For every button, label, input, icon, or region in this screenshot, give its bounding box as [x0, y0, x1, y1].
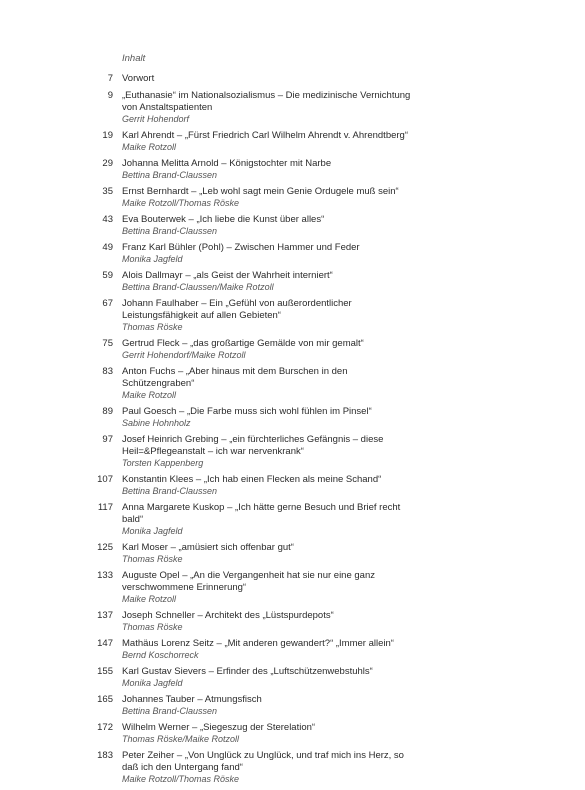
- page-number: 43: [102, 214, 113, 225]
- entry-title: Josef Heinrich Grebing – „ein fürchterliches Gefängnis – diese Heil=&Pflegeanstalt – ich war nervenkrank“: [122, 434, 384, 457]
- entry-title: Johann Faulhaber – Ein „Gefühl von außerordentlicher Leistungsfähigkeit auf allen Gebieten“: [122, 298, 352, 321]
- entry-body: [122, 542, 412, 565]
- entry-body: [122, 270, 412, 293]
- entry-author: Gerrit Hohendorf: [122, 114, 190, 124]
- entry-title: Johannes Tauber – Atmungsfisch: [122, 694, 262, 705]
- entry-body: [122, 158, 412, 181]
- entry-title: Gertrud Fleck – „das großartige Gemälde von mir gemalt“: [122, 338, 364, 349]
- toc-entry: [0, 158, 585, 181]
- entry-body: [122, 73, 412, 85]
- toc-entry: [0, 434, 585, 469]
- entry-title: Anna Margarete Kuskop – „Ich hätte gerne Besuch und Brief recht bald“: [122, 502, 401, 525]
- toc-entry: [0, 338, 585, 361]
- toc-entry: [0, 270, 585, 293]
- entry-body: [122, 214, 412, 237]
- entry-author: Bettina Brand-Claussen/Maike Rotzoll: [122, 282, 274, 292]
- toc-entry: [0, 638, 585, 661]
- toc-entry: [0, 610, 585, 633]
- toc-entry: [0, 73, 585, 85]
- entry-title: Karl Ahrendt – „Fürst Friedrich Carl Wilhelm Ahrendt v. Ahrendtberg“: [122, 130, 408, 141]
- entry-author: Sabine Hohnholz: [122, 418, 191, 428]
- table-of-contents: [0, 73, 585, 790]
- entry-body: [122, 130, 412, 153]
- entry-body: [122, 666, 412, 689]
- page-number: 29: [102, 158, 113, 169]
- entry-body: [122, 406, 412, 429]
- toc-entry: [0, 722, 585, 745]
- entry-title: Anton Fuchs – „Aber hinaus mit dem Burschen in den Schützengraben“: [122, 366, 348, 389]
- entry-author: Torsten Kappenberg: [122, 458, 204, 468]
- page-number: 19: [102, 130, 113, 141]
- entry-author: Maike Rotzoll: [122, 594, 177, 604]
- page-number: 67: [102, 298, 113, 309]
- toc-entry: [0, 502, 585, 537]
- entry-author: Bernd Koschorreck: [122, 650, 199, 660]
- entry-title: Eva Bouterwek – „Ich liebe die Kunst über alles“: [122, 214, 325, 225]
- page-number: 125: [97, 542, 113, 553]
- page-number: 155: [97, 666, 113, 677]
- toc-entry: [0, 366, 585, 401]
- toc-heading: Inhalt: [122, 53, 146, 64]
- page-number: 133: [97, 570, 113, 581]
- toc-entry: [0, 542, 585, 565]
- entry-title: Paul Goesch – „Die Farbe muss sich wohl fühlen im Pinsel“: [122, 406, 372, 417]
- entry-author: Bettina Brand-Claussen: [122, 486, 218, 496]
- toc-entry: [0, 666, 585, 689]
- entry-author: Bettina Brand-Claussen: [122, 170, 218, 180]
- page-number: 147: [97, 638, 113, 649]
- entry-author: Maike Rotzoll: [122, 390, 177, 400]
- entry-body: [122, 750, 412, 785]
- toc-entry: [0, 474, 585, 497]
- entry-author: Maike Rotzoll/Thomas Röske: [122, 774, 240, 784]
- entry-title: Konstantin Klees – „Ich hab einen Flecken als meine Schand“: [122, 474, 382, 485]
- page-number: 89: [102, 406, 113, 417]
- entry-author: Bettina Brand-Claussen: [122, 226, 218, 236]
- entry-author: Monika Jagfeld: [122, 678, 183, 688]
- page-number: 97: [102, 434, 113, 445]
- entry-author: Maike Rotzoll/Thomas Röske: [122, 198, 240, 208]
- page-number: 172: [97, 722, 113, 733]
- entry-body: [122, 694, 412, 717]
- entry-body: [122, 610, 412, 633]
- entry-body: [122, 434, 412, 469]
- page-number: 137: [97, 610, 113, 621]
- toc-entry: [0, 750, 585, 785]
- entry-author: Bettina Brand-Claussen: [122, 706, 218, 716]
- page-number: 183: [97, 750, 113, 761]
- entry-body: [122, 722, 412, 745]
- page-number: 35: [102, 186, 113, 197]
- toc-entry: [0, 186, 585, 209]
- entry-body: [122, 298, 412, 333]
- entry-title: Wilhelm Werner – „Siegeszug der Sterelation“: [122, 722, 316, 733]
- entry-title: Mathäus Lorenz Seitz – „Mit anderen gewandert?“ „Immer allein“: [122, 638, 394, 649]
- entry-body: [122, 338, 412, 361]
- entry-title: Joseph Schneller – Architekt des „Lüstspurdepots“: [122, 610, 334, 621]
- entry-title: Franz Karl Bühler (Pohl) – Zwischen Hammer und Feder: [122, 242, 360, 253]
- page-number: 7: [107, 73, 113, 84]
- page-number: 107: [97, 474, 113, 485]
- entry-author: Thomas Röske: [122, 554, 183, 564]
- entry-author: Monika Jagfeld: [122, 254, 183, 264]
- entry-author: Thomas Röske: [122, 322, 183, 332]
- toc-entry: [0, 90, 585, 125]
- entry-author: Thomas Röske: [122, 622, 183, 632]
- entry-title: Ernst Bernhardt – „Leb wohl sagt mein Genie Ordugele muß sein“: [122, 186, 399, 197]
- entry-title: Karl Gustav Sievers – Erfinder des „Luftschützenwebstuhls“: [122, 666, 373, 677]
- entry-body: [122, 474, 412, 497]
- entry-body: [122, 90, 412, 125]
- page-number: 75: [102, 338, 113, 349]
- page-number: 49: [102, 242, 113, 253]
- entry-title: Alois Dallmayr – „als Geist der Wahrheit interniert“: [122, 270, 333, 281]
- entry-body: [122, 570, 412, 605]
- entry-body: [122, 186, 412, 209]
- toc-entry: [0, 214, 585, 237]
- toc-entry: [0, 406, 585, 429]
- toc-entry: [0, 130, 585, 153]
- toc-entry: [0, 298, 585, 333]
- entry-body: [122, 242, 412, 265]
- entry-title: Karl Moser – „amüsiert sich offenbar gut“: [122, 542, 294, 553]
- toc-entry: [0, 242, 585, 265]
- entry-title: Vorwort: [122, 73, 155, 84]
- entry-author: Maike Rotzoll: [122, 142, 177, 152]
- page-number: 9: [107, 90, 113, 101]
- toc-entry: [0, 694, 585, 717]
- page-number: 117: [97, 502, 113, 513]
- entry-title: Peter Zeiher – „Von Unglück zu Unglück, und traf mich ins Herz, so daß ich den Untergang fand“: [122, 750, 404, 773]
- entry-body: [122, 366, 412, 401]
- entry-author: Gerrit Hohendorf/Maike Rotzoll: [122, 350, 246, 360]
- entry-body: [122, 638, 412, 661]
- entry-title: Johanna Melitta Arnold – Königstochter mit Narbe: [122, 158, 332, 169]
- page-number: 59: [102, 270, 113, 281]
- entry-title: Auguste Opel – „An die Vergangenheit hat sie nur eine ganz verschwommene Erinnerung“: [122, 570, 375, 593]
- entry-author: Monika Jagfeld: [122, 526, 183, 536]
- page-number: 83: [102, 366, 113, 377]
- page-number: 165: [97, 694, 113, 705]
- entry-title: „Euthanasie“ im Nationalsozialismus – Die medizinische Vernichtung von Anstaltspatienten: [122, 90, 411, 113]
- toc-entry: [0, 570, 585, 605]
- entry-author: Thomas Röske/Maike Rotzoll: [122, 734, 240, 744]
- entry-body: [122, 502, 412, 537]
